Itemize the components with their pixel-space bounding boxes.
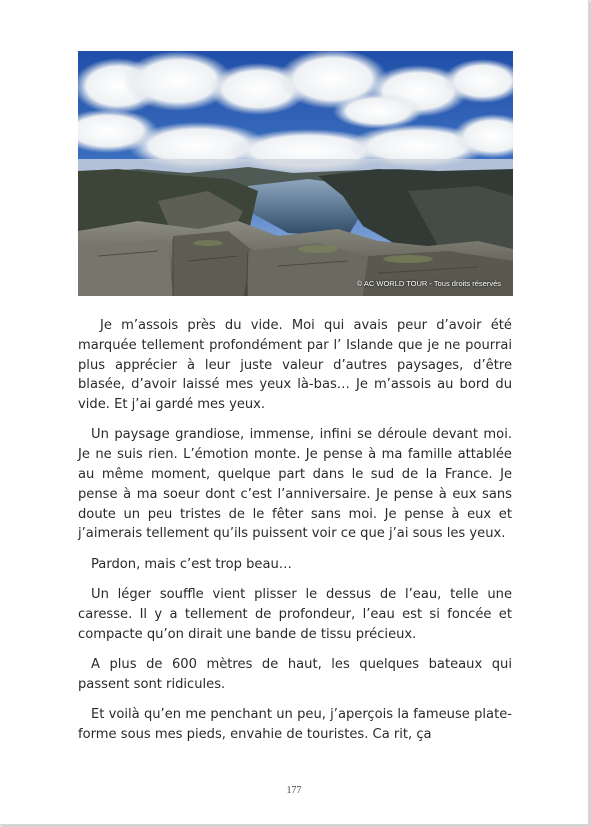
paragraph: Un paysage grandiose, immense, infini se déroule devant moi. Je ne suis rien. L’émotion monte. Je pense à ma famille attablée au même moment, quelque part dans le sud de la France. Je pense à ma soeur dont c’est l’anniversaire. Je pense à eux sans doute un peu tristes de le fêter sans moi. Je pense à eux et j’aimerais tellement qu’ils puissent voir ce que j’ai sous les yeux.	[78, 427, 512, 542]
photo-credit: © AC WORLD TOUR - Tous droits réservés	[356, 279, 501, 288]
paragraph: Pardon, mais c’est trop beau…	[91, 556, 292, 572]
paragraph: Un léger souffle vient plisser le dessus de l’eau, telle une caresse. Il y a tellement de profondeur, l’eau est si foncée et compacte qu’on dirait une bande de tissu précieux.	[78, 587, 512, 642]
paragraph: A plus de 600 mètres de haut, les quelques bateaux qui passent sont ridicules.	[78, 656, 512, 692]
paragraph: Je m’assois près du vide. Moi qui avais peur d’avoir été marquée tellement profondément par l’ Islande que je ne pourrai plus apprécier à leur juste valeur d’autres paysages, d’être blasée, d’avoir laissé mes yeux là-bas… Je m’assois au bord du vide. Et j’ai gardé mes yeux.	[78, 318, 512, 413]
page-number: 177	[286, 785, 302, 796]
fjord-photo	[78, 51, 513, 296]
paragraph: Et voilà qu’en me penchant un peu, j’aperçois la fameuse plate-forme sous mes pieds, envahie de touristes. Ca rit, ça	[78, 707, 512, 742]
page-body	[78, 316, 512, 755]
